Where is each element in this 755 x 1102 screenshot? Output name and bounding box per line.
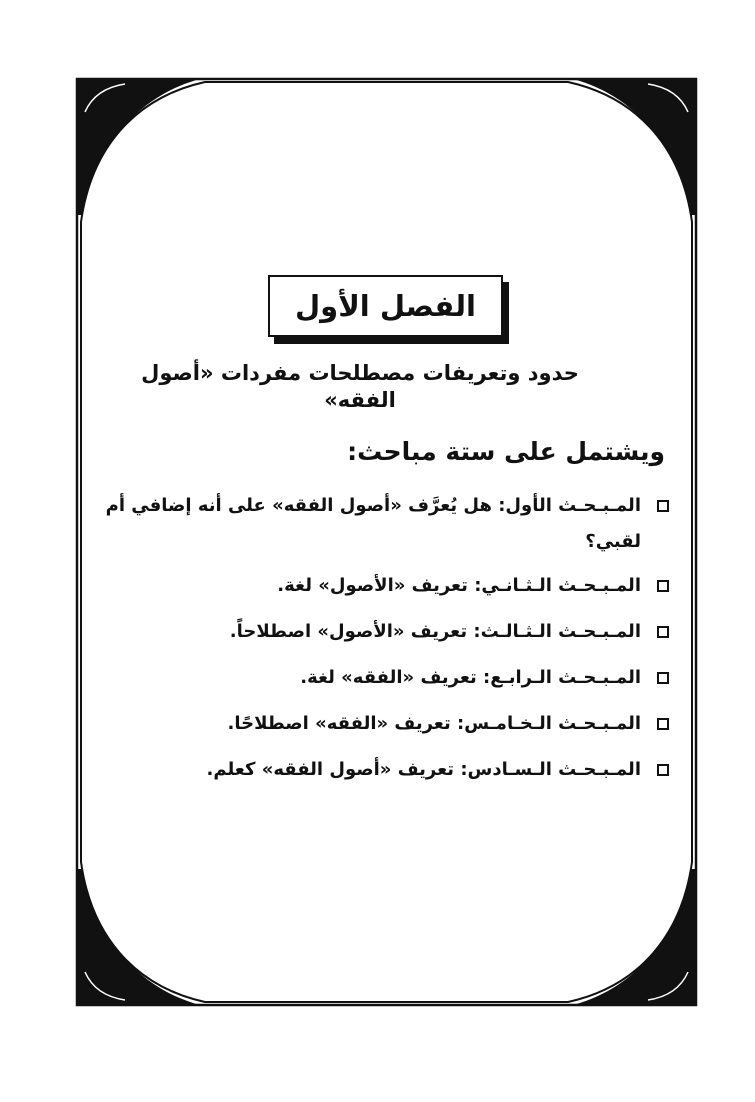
- section-text: تعريف «الأصول» لغة.: [277, 575, 468, 596]
- chapter-title-box: [268, 275, 503, 337]
- chapter-title: الفصل الأول: [295, 288, 476, 323]
- section-label: المـبـحـث الأول:: [498, 495, 641, 516]
- list-item: [69, 488, 669, 560]
- list-item: [69, 660, 669, 696]
- section-text: هل يُعرَّف «أصول الفقه» على أنه إضافي أم لقبي؟: [105, 495, 641, 552]
- section-text: تعريف «الفقه» لغة.: [300, 667, 477, 688]
- section-label: المـبـحـث الـرابـع:: [483, 667, 641, 688]
- list-item: [69, 568, 669, 604]
- list-item: [69, 706, 669, 742]
- section-label: المـبـحـث الـسـادس:: [460, 759, 641, 780]
- chapter-subtitle: حدود وتعريفات مصطلحات مفردات «أصول الفقه»: [141, 361, 579, 413]
- list-item: [69, 614, 669, 650]
- list-item: [69, 752, 669, 788]
- checkbox-bullet-icon: [657, 718, 669, 730]
- checkbox-bullet-icon: [657, 672, 669, 684]
- section-text: تعريف «الأصول» اصطلاحاً.: [229, 621, 468, 642]
- section-text: تعريف «الفقه» اصطلاحًا.: [227, 713, 451, 734]
- section-label: المـبـحـث الـثـانـي:: [474, 575, 641, 596]
- section-text: تعريف «أصول الفقه» كعلم.: [206, 759, 455, 780]
- checkbox-bullet-icon: [657, 580, 669, 592]
- checkbox-bullet-icon: [657, 500, 669, 512]
- section-label: المـبـحـث الـثـالـث:: [473, 621, 641, 642]
- checkbox-bullet-icon: [657, 626, 669, 638]
- checkbox-bullet-icon: [657, 764, 669, 776]
- sections-list: [69, 488, 669, 798]
- intro-line: ويشتمل على ستة مباحث:: [347, 437, 665, 466]
- section-label: المـبـحـث الـخـامـس:: [457, 713, 641, 734]
